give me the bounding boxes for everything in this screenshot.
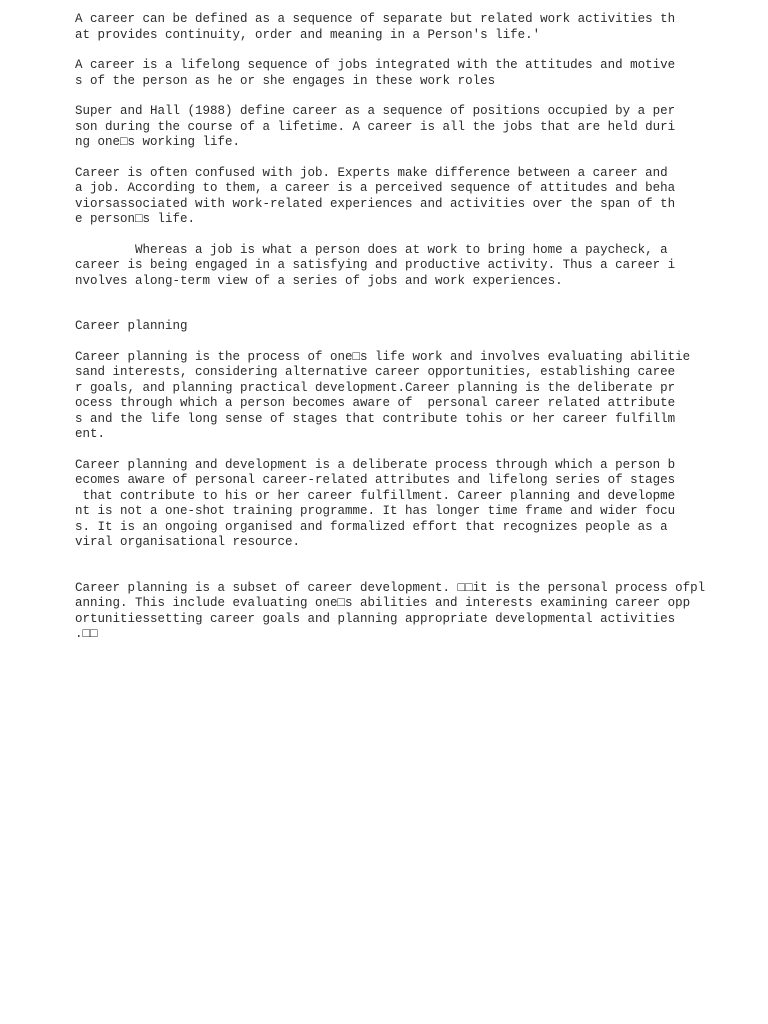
paragraph-subset-of-development [75, 581, 735, 643]
text-line: s. It is an ongoing organised and formalized effort that recognizes people as a [75, 519, 668, 534]
text-line: Super and Hall (1988) define career as a sequence of positions occupied by a per [75, 104, 676, 118]
paragraph-planning-and-development [75, 458, 735, 551]
text-line: r goals, and planning practical development.Career planning is the deliberate pr [75, 380, 676, 395]
paragraph-job-paycheck [75, 243, 735, 290]
text-line: s of the person as he or she engages in these work roles [75, 73, 496, 88]
text-line: Career planning is a subset of career development. □□it is the personal process ofpl [75, 580, 706, 595]
paragraph-career-planning-process [75, 350, 735, 443]
paragraph-lifelong-sequence [75, 58, 735, 89]
text-line: Career planning and development is a deliberate process through which a person b [75, 457, 676, 472]
text-line: nvolves along-term view of a series of jobs and work experiences. [75, 273, 563, 288]
text-line: son during the course of a lifetime. A career is all the jobs that are held duri [75, 119, 676, 134]
paragraph-career-vs-job [75, 166, 735, 228]
text-line: a job. According to them, a career is a perceived sequence of attitudes and beha [75, 181, 676, 195]
text-line: s and the life long sense of stages that contribute tohis or her career fulfillm [75, 411, 676, 426]
document-page [75, 12, 735, 658]
text-line: at provides continuity, order and meaning in a Person's life.' [75, 27, 541, 42]
text-line: sand interests, considering alternative career opportunities, establishing caree [75, 365, 676, 379]
text-line: .□□ [75, 627, 98, 641]
text-line: ortunitiessetting career goals and planning appropriate developmental activities [75, 611, 676, 626]
text-line: ent. [75, 427, 106, 441]
text-line: career is being engaged in a satisfying and productive activity. Thus a career i [75, 258, 676, 272]
text-line: ocess through which a person becomes aware of personal career related attribute [75, 396, 676, 410]
text-line: that contribute to his or her career fulfillment. Career planning and developme [75, 488, 676, 503]
text-line: ng one□s working life. [75, 135, 241, 149]
paragraph-career-definition [75, 12, 735, 43]
text-line: ecomes aware of personal career-related attributes and lifelong series of stages [75, 473, 676, 487]
heading-text: Career planning [75, 319, 188, 333]
text-line: e person□s life. [75, 212, 196, 226]
text-line: viral organisational resource. [75, 535, 301, 549]
section-heading [75, 319, 735, 335]
text-line: A career can be defined as a sequence of separate but related work activities th [75, 12, 676, 26]
text-line: viorsassociated with work-related experiences and activities over the span of th [75, 196, 676, 211]
paragraph-super-and-hall [75, 104, 735, 151]
text-line: nt is not a one-shot training programme. It has longer time frame and wider focu [75, 504, 676, 518]
text-line: A career is a lifelong sequence of jobs integrated with the attitudes and motive [75, 58, 676, 72]
text-line: anning. This include evaluating one□s abilities and interests examining career opp [75, 596, 691, 610]
text-line: Career planning is the process of one□s life work and involves evaluating abilitie [75, 349, 691, 364]
text-line: Career is often confused with job. Experts make difference between a career and [75, 165, 668, 180]
text-line: Whereas a job is what a person does at work to bring home a paycheck, a [75, 242, 668, 257]
